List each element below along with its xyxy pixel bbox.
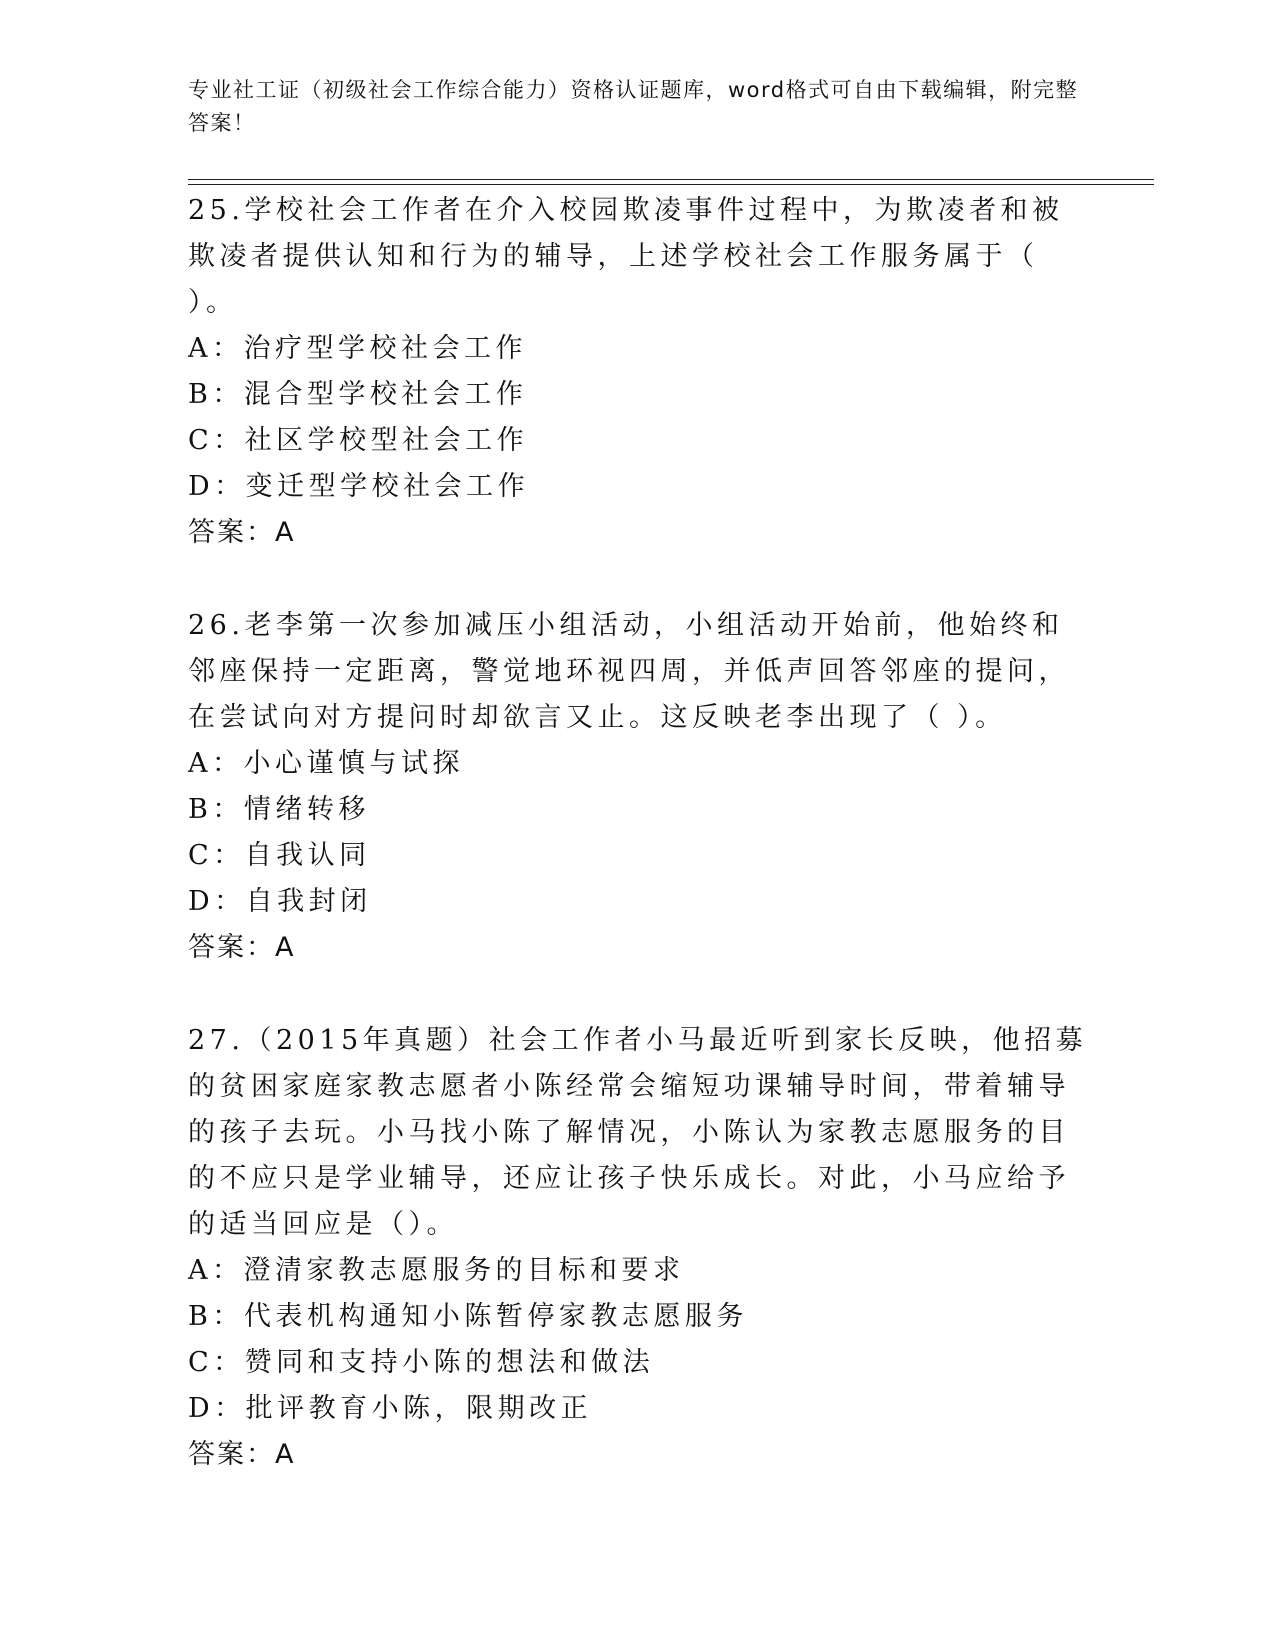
option-b: B：混合型学校社会工作 (188, 379, 528, 410)
option-d: D：批评教育小陈，限期改正 (188, 1393, 593, 1424)
question-list (188, 188, 1088, 1525)
question-stem: 25.学校社会工作者在介入校园欺凌事件过程中，为欺凌者和被欺凌者提供认知和行为的辅导，上述学校社会工作服务属于（ ）。 (188, 195, 1064, 318)
option-a: A：治疗型学校社会工作 (188, 333, 527, 364)
header-divider-bottom (188, 184, 1154, 185)
answer-line: 答案：A (188, 1439, 296, 1470)
option-c: C：赞同和支持小陈的想法和做法 (188, 1347, 655, 1378)
option-d: D：变迁型学校社会工作 (188, 471, 530, 502)
option-a: A：小心谨慎与试探 (188, 748, 464, 779)
option-b: B：情绪转移 (188, 794, 370, 825)
answer-line: 答案：A (188, 932, 296, 963)
option-c: C：社区学校型社会工作 (188, 425, 529, 456)
option-b: B：代表机构通知小陈暂停家教志愿服务 (188, 1301, 748, 1332)
question-25 (188, 188, 1088, 556)
header-divider-top (188, 179, 1154, 180)
question-stem: 27.（2015年真题）社会工作者小马最近听到家长反映，他招募的贫困家庭家教志愿者小陈经常会缩短功课辅导时间，带着辅导的孩子去玩。小马找小陈了解情况，小陈认为家教志愿服务的目的不应只是学业辅导，还应让孩子快乐成长。对此，小马应给予的适当回应是（）。 (188, 1025, 1088, 1240)
question-stem: 26.老李第一次参加减压小组活动，小组活动开始前，他始终和邻座保持一定距离，警觉地环视四周，并低声回答邻座的提问，在尝试向对方提问时却欲言又止。这反映老李出现了（ ）。 (188, 610, 1070, 733)
document-header: 专业社工证（初级社会工作综合能力）资格认证题库，word格式可自由下载编辑，附完整答案！ (188, 78, 1079, 135)
option-a: A：澄清家教志愿服务的目标和要求 (188, 1255, 685, 1286)
option-d: D：自我封闭 (188, 886, 372, 917)
option-c: C：自我认同 (188, 840, 371, 871)
answer-line: 答案：A (188, 517, 296, 548)
question-26 (188, 603, 1088, 971)
question-27 (188, 1018, 1088, 1478)
